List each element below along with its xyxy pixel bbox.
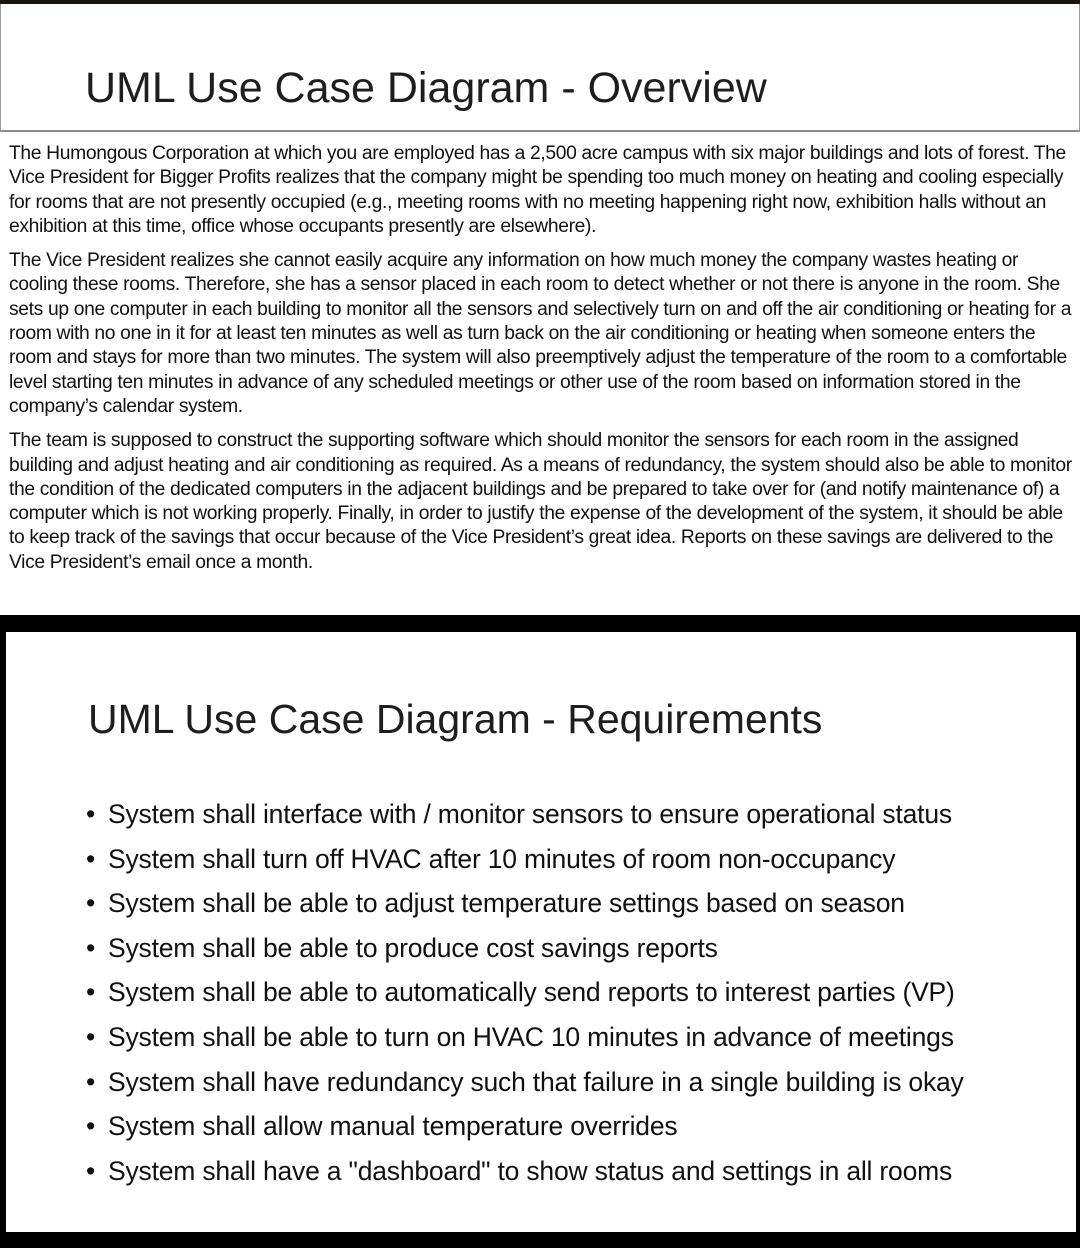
overview-paragraph-2: The Vice President realizes she cannot easily acquire any information on how much money the company wastes heating or cooling these rooms. Therefore, she has a sensor placed in each room to detect whether or not there is anyone in the room. She sets up one computer in each building to monitor all the sensors and selectively turn on and off the air conditioning or heating for a room with no one in it for at least ten minutes as well as turn back on the air conditioning or heating when someone enters the room and stays for more than two minutes. The system will also preemptively adjust the temperature of the room to a comfortable level starting ten minutes in advance of any scheduled meetings or other use of the room based on information stored in the company’s calendar system. — [9, 250, 1072, 417]
bullet-icon: • — [86, 932, 96, 963]
requirement-item — [86, 1149, 1066, 1194]
bullet-icon: • — [86, 799, 96, 829]
requirement-item — [86, 926, 1066, 971]
requirement-item — [86, 1104, 1066, 1149]
bullet-icon: • — [86, 1111, 96, 1142]
requirements-slide — [6, 632, 1076, 1232]
overview-paragraph-3: The team is supposed to construct the supporting software which should monitor the sensors for each room in the assigned building and adjust heating and air conditioning as required. As a means of redundancy, the system should also be able to monitor the condition of the dedicated computers in the adjacent buildings and be prepared to take over for (and notify maintenance of) a computer which is not working properly. Finally, in order to justify the expense of the development of the system, it should be able to keep track of the savings that occur because of the Vice President’s great idea. Reports on these savings are delivered to the Vice President’s email once a month. — [9, 430, 1072, 573]
requirement-item — [86, 881, 1066, 926]
requirement-item — [86, 1015, 1066, 1060]
requirement-text: System shall be able to automatically send reports to interest parties (VP) — [108, 977, 955, 1008]
requirement-text: System shall have redundancy such that failure in a single building is okay — [108, 1066, 964, 1097]
requirement-text: System shall turn off HVAC after 10 minutes of room non-occupancy — [108, 843, 896, 874]
bullet-icon: • — [86, 888, 96, 919]
requirement-item — [86, 1060, 1066, 1105]
overview-body — [9, 142, 1073, 585]
requirement-text: System shall allow manual temperature overrides — [108, 1111, 678, 1142]
requirement-text: System shall be able to produce cost savings reports — [108, 932, 718, 963]
overview-slide — [0, 4, 1080, 615]
requirement-text: System shall have a "dashboard" to show status and settings in all rooms — [108, 1155, 953, 1186]
bullet-icon: • — [86, 977, 96, 1008]
bullet-icon: • — [86, 1066, 96, 1097]
overview-title: UML Use Case Diagram - Overview — [85, 64, 767, 112]
overview-paragraph-1: The Humongous Corporation at which you are employed has a 2,500 acre campus with six major buildings and lots of forest. The Vice President for Bigger Profits realizes that the company might be spending too much money on heating and cooling especially for rooms that are not presently occupied (e.g., meeting rooms with no meeting happening right now, exhibition halls without an exhibition at this time, office whose occupants presently are elsewhere). — [9, 143, 1066, 237]
requirement-text: System shall be able to adjust temperature settings based on season — [108, 888, 905, 919]
bullet-icon: • — [86, 1155, 96, 1186]
requirement-item — [86, 970, 1066, 1015]
slide-divider — [0, 615, 1080, 632]
requirements-list — [86, 792, 1066, 1193]
requirement-item — [86, 837, 1066, 882]
overview-title-box — [0, 4, 1080, 132]
bullet-icon: • — [86, 843, 96, 874]
requirement-text: System shall interface with / monitor sensors to ensure operational status — [108, 799, 952, 829]
requirement-item — [86, 792, 1066, 837]
requirement-text: System shall be able to turn on HVAC 10 minutes in advance of meetings — [108, 1021, 954, 1052]
requirements-title: UML Use Case Diagram - Requirements — [88, 696, 823, 742]
bullet-icon: • — [86, 1021, 96, 1052]
